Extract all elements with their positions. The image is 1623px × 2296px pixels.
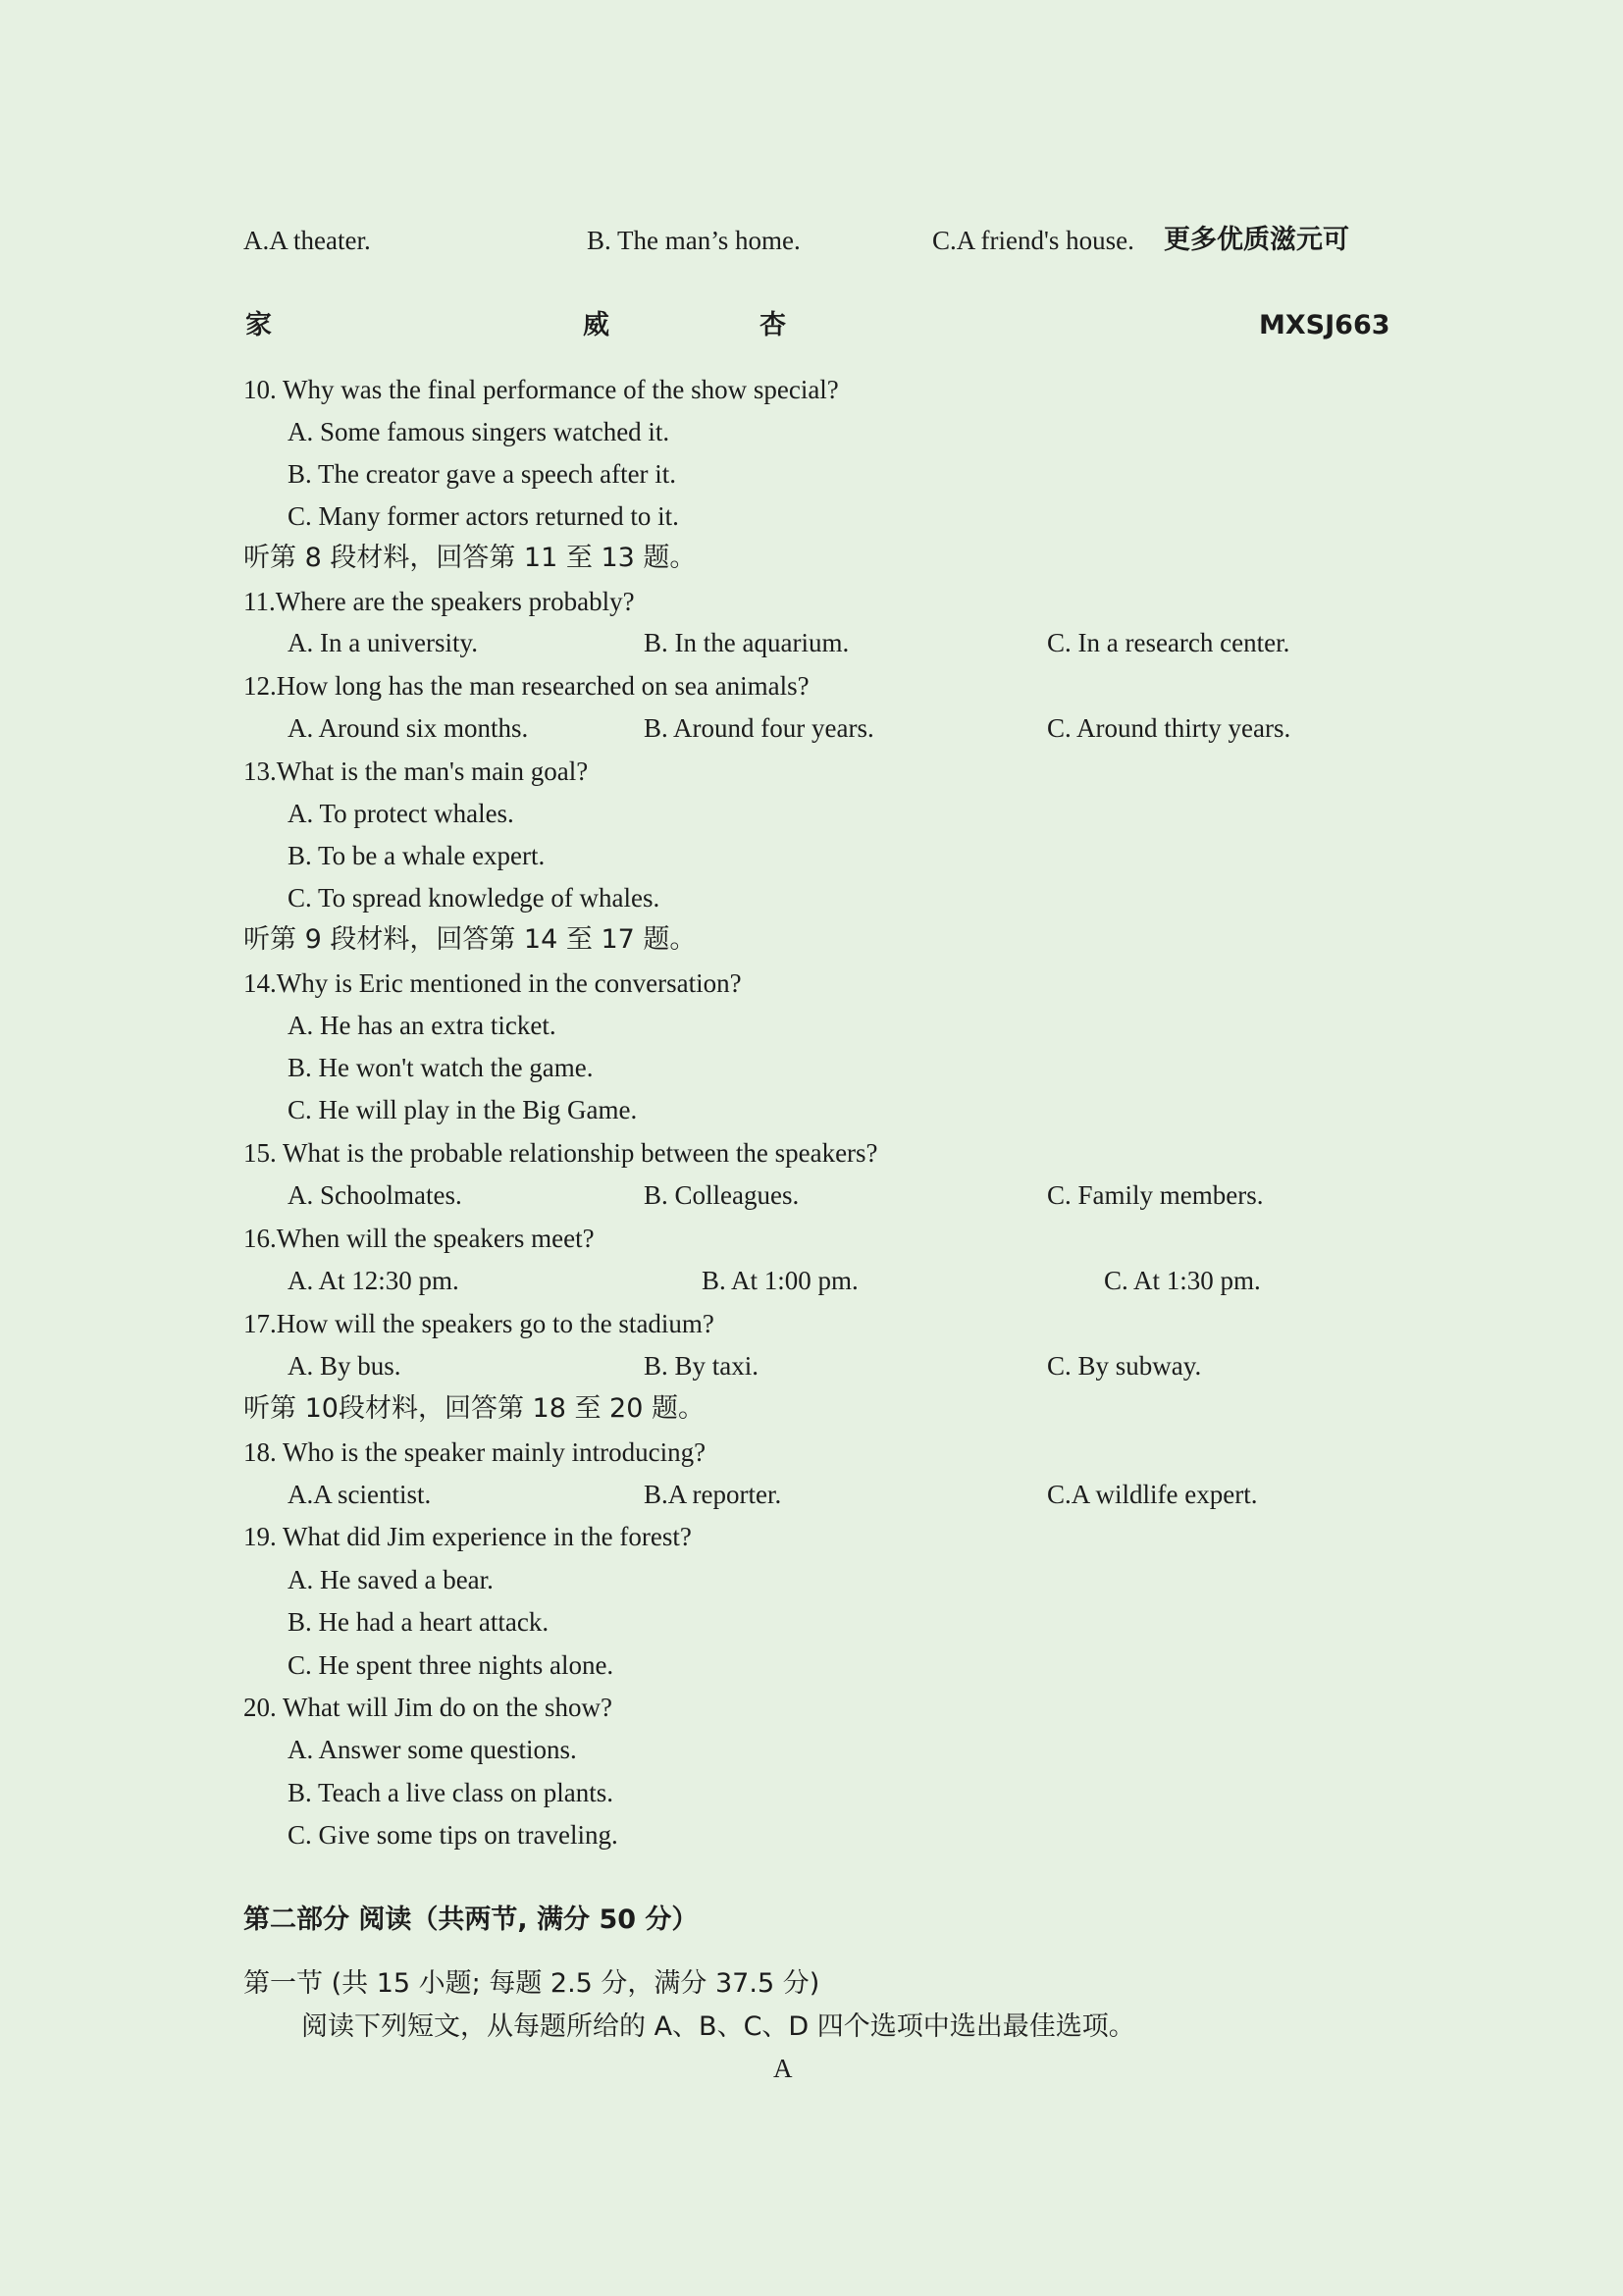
watermark-text: 更多优质滋元可 <box>1164 225 1349 255</box>
q12-option-b: B. Around four years. <box>644 713 874 743</box>
q13-option-a: A. To protect whales. <box>288 799 514 828</box>
q10-option-b: B. The creator gave a speech after it. <box>288 459 677 489</box>
q14-option-c: C. He will play in the Big Game. <box>288 1095 638 1124</box>
q13-option-c: C. To spread knowledge of whales. <box>288 883 660 913</box>
watermark-code: MXSJ663 <box>1259 310 1390 340</box>
section-9-instruction: 听第 9 段材料，回答第 14 至 17 题。 <box>243 924 697 955</box>
q12-option-a: A. Around six months. <box>288 713 529 743</box>
q15-option-a: A. Schoolmates. <box>288 1180 462 1210</box>
q14-option-b: B. He won't watch the game. <box>288 1053 594 1082</box>
q10-stem: 10. Why was the final performance of the show special? <box>243 375 839 404</box>
q17-option-b: B. By taxi. <box>644 1351 759 1381</box>
watermark-char-2: 威 <box>583 310 609 340</box>
q16-stem: 16.When will the speakers meet? <box>243 1224 595 1253</box>
passage-label: A <box>773 2054 793 2083</box>
q17-option-a: A. By bus. <box>288 1351 401 1381</box>
q20-option-c: C. Give some tips on traveling. <box>288 1820 618 1850</box>
q17-option-c: C. By subway. <box>1047 1351 1202 1381</box>
q19-stem: 19. What did Jim experience in the forest? <box>243 1522 692 1551</box>
q10-option-a: A. Some famous singers watched it. <box>288 417 670 446</box>
q16-option-c: C. At 1:30 pm. <box>1104 1266 1261 1295</box>
q16-option-b: B. At 1:00 pm. <box>702 1266 859 1295</box>
q12-option-c: C. Around thirty years. <box>1047 713 1291 743</box>
section-10-instruction: 听第 10段材料，回答第 18 至 20 题。 <box>243 1393 705 1424</box>
q15-option-b: B. Colleagues. <box>644 1180 800 1210</box>
q15-stem: 15. What is the probable relationship between the speakers? <box>243 1138 878 1168</box>
q20-stem: 20. What will Jim do on the show? <box>243 1693 612 1722</box>
q18-option-b: B.A reporter. <box>644 1480 782 1509</box>
part-2-section-1: 第一节 (共 15 小题; 每题 2.5 分，满分 37.5 分) <box>243 1968 820 1999</box>
q9-option-c: C.A friend's house. <box>932 226 1134 255</box>
reading-instruction: 阅读下列短文，从每题所给的 A、B、C、D 四个选项中选出最佳选项。 <box>301 2011 1135 2042</box>
q11-option-c: C. In a research center. <box>1047 628 1290 657</box>
q9-option-b: B. The man’s home. <box>587 226 801 255</box>
q19-option-c: C. He spent three nights alone. <box>288 1650 614 1680</box>
q14-option-a: A. He has an extra ticket. <box>288 1011 556 1040</box>
q12-stem: 12.How long has the man researched on sea animals? <box>243 671 810 701</box>
q18-option-a: A.A scientist. <box>288 1480 432 1509</box>
watermark-char-1: 家 <box>245 310 272 340</box>
q10-option-c: C. Many former actors returned to it. <box>288 501 679 531</box>
q11-option-a: A. In a university. <box>288 628 478 657</box>
section-8-instruction: 听第 8 段材料，回答第 11 至 13 题。 <box>243 543 697 573</box>
q18-stem: 18. Who is the speaker mainly introducing? <box>243 1437 707 1467</box>
q11-option-b: B. In the aquarium. <box>644 628 850 657</box>
watermark-char-3: 杏 <box>759 310 786 340</box>
q13-stem: 13.What is the man's main goal? <box>243 757 589 786</box>
q19-option-b: B. He had a heart attack. <box>288 1607 550 1637</box>
q11-stem: 11.Where are the speakers probably? <box>243 587 635 616</box>
part-2-heading: 第二部分 阅读（共两节, 满分 50 分） <box>243 1905 699 1935</box>
q14-stem: 14.Why is Eric mentioned in the conversation? <box>243 968 742 998</box>
q16-option-a: A. At 12:30 pm. <box>288 1266 459 1295</box>
q20-option-a: A. Answer some questions. <box>288 1735 577 1764</box>
q9-option-a: A.A theater. <box>243 226 371 255</box>
q15-option-c: C. Family members. <box>1047 1180 1264 1210</box>
q13-option-b: B. To be a whale expert. <box>288 841 546 870</box>
q18-option-c: C.A wildlife expert. <box>1047 1480 1258 1509</box>
q20-option-b: B. Teach a live class on plants. <box>288 1778 614 1807</box>
q19-option-a: A. He saved a bear. <box>288 1565 494 1594</box>
q17-stem: 17.How will the speakers go to the stadium? <box>243 1309 714 1338</box>
